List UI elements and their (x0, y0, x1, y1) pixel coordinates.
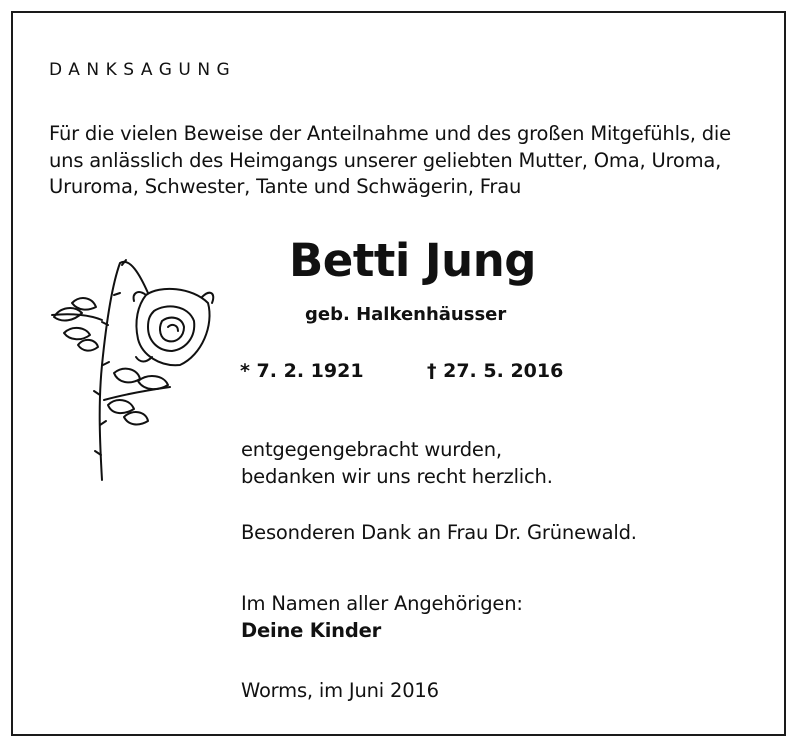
intro-line: Für die vielen Beweise der Anteilnahme und des großen Mitgefühls, die (49, 122, 731, 145)
rose-icon (42, 255, 222, 485)
intro-text (49, 121, 759, 201)
notice-heading: DANKSAGUNG (49, 60, 237, 80)
place-date: Worms, im Juni 2016 (241, 679, 439, 702)
closing-line: bedanken wir uns recht herzlich. (241, 465, 553, 488)
closing-line: entgegengebracht wurden, (241, 438, 502, 461)
signer-name: Deine Kinder (241, 619, 382, 642)
deceased-name: Betti Jung (289, 234, 536, 287)
intro-line: uns anlässlich des Heimgangs unserer geliebten Mutter, Oma, Uroma, (49, 148, 722, 172)
signature-block (241, 590, 523, 644)
birth-date: * 7. 2. 1921 (240, 360, 364, 382)
special-thanks: Besonderen Dank an Frau Dr. Grünewald. (241, 521, 637, 544)
intro-line: Ururoma, Schwester, Tante und Schwägerin, Frau (49, 175, 522, 198)
closing-text (241, 436, 553, 490)
signature-line: Im Namen aller Angehörigen: (241, 592, 523, 615)
death-date: † 27. 5. 2016 (427, 360, 564, 382)
birth-name: geb. Halkenhäusser (305, 304, 507, 325)
